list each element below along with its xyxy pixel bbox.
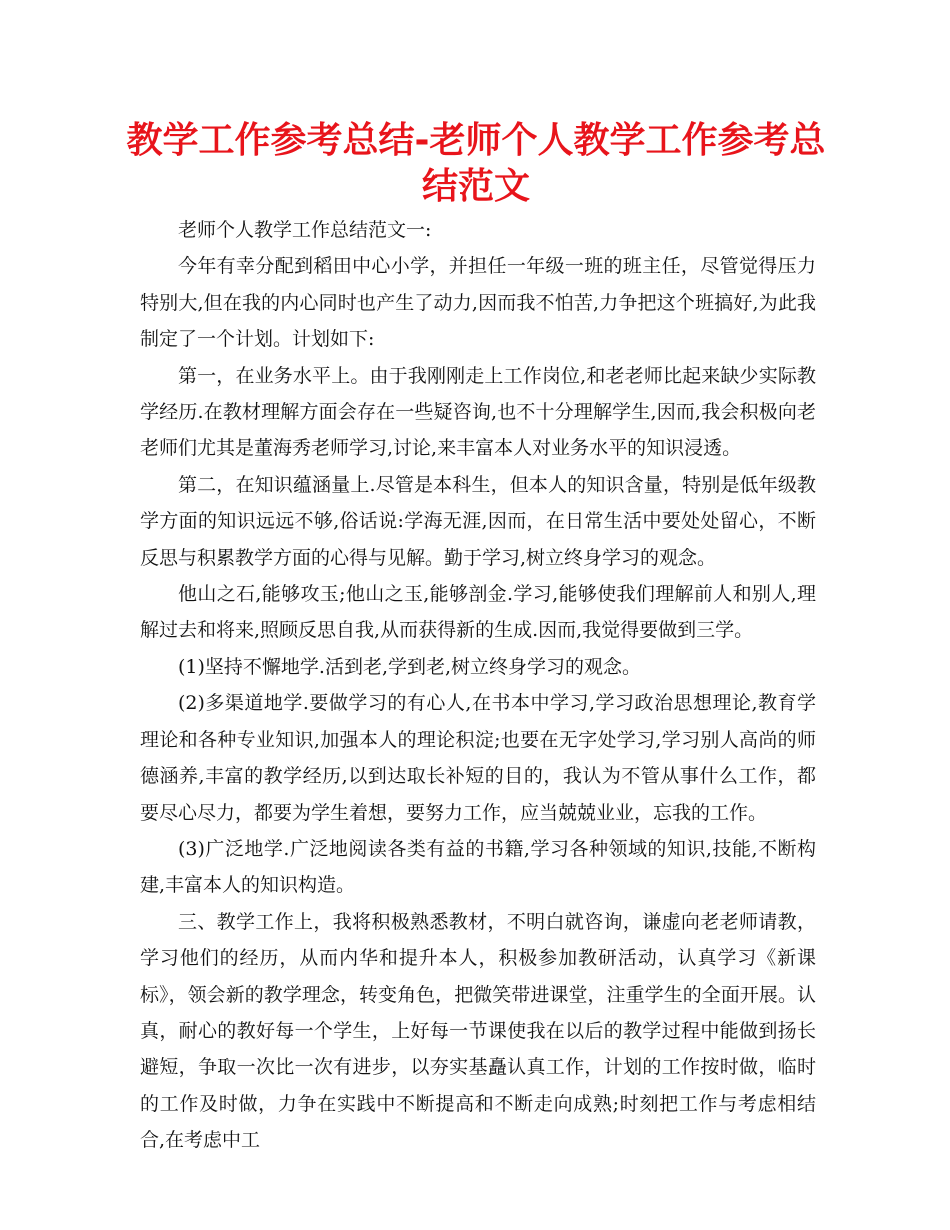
paragraph: 三、教学工作上，我将积极熟悉教材，不明白就咨询，谦虚向老老师请教，学习他们的经历，从而内华和提升本人，积极参加教研活动，认真学习《新课标》，领会新的教学理念，转变角色，把微笑带进课堂，注重学生的全面开展。认真，耐心的教好每一个学生，上好每一节课使我在以后的教学过程中能做到扬长避短，争取一次比一次有进步，以夯实基矗认真工作，计划的工作按时做，临时的工作及时做，力争在实践中不断提高和不断走向成熟;时刻把工作与考虑相结合,在考虑中工 [140,910,816,1152]
document-body [140,212,816,1159]
paragraph: 今年有幸分配到稻田中心小学，并担任一年级一班的班主任，尽管觉得压力特别大,但在我的内心同时也产生了动力,因而我不怕苦,力争把这个班搞好,为此我制定了一个计划。计划如下: [140,255,816,351]
paragraph: 他山之石,能够攻玉;他山之玉,能够剖金.学习,能够使我们理解前人和别人,理解过去和将来,照顾反思自我,从而获得新的生成.因而,我觉得要做到三学。 [140,583,816,642]
paragraph: (2)多渠道地学.要做学习的有心人,在书本中学习,学习政治思想理论,教育学理论和各种专业知识,加强本人的理论积淀;也要在无字处学习,学习别人高尚的师德涵养,丰富的教学经历,以到达取长补短的目的，我认为不管从事什么工作，都要尽心尽力，都要为学生着想，要努力工作，应当兢兢业业，忘我的工作。 [140,692,816,824]
paragraph: 第一，在业务水平上。由于我刚刚走上工作岗位,和老老师比起来缺少实际教学经历.在教材理解方面会存在一些疑咨询,也不十分理解学生,因而,我会积极向老老师们尤其是董海秀老师学习,讨论,来丰富本人对业务水平的知识浸透。 [140,364,816,460]
paragraph: (1)坚持不懈地学.活到老,学到老,树立终身学习的观念。 [178,655,642,678]
paragraph-heading: 老师个人教学工作总结范文一: [178,219,432,241]
paragraph: (3)广泛地学.广泛地阅读各类有益的书籍,学习各种领域的知识,技能,不断构建,丰富本人的知识构造。 [140,837,816,897]
document-title: 教学工作参考总结-老师个人教学工作参考总结范文 [126,120,826,207]
paragraph: 第二，在知识蕴涵量上.尽管是本科生，但本人的知识含量，特别是低年级教学方面的知识远远不够,俗话说:学海无涯,因而，在日常生活中要处处留心，不断反思与积累教学方面的心得与见解。勤于学习,树立终身学习的观念。 [140,473,816,569]
